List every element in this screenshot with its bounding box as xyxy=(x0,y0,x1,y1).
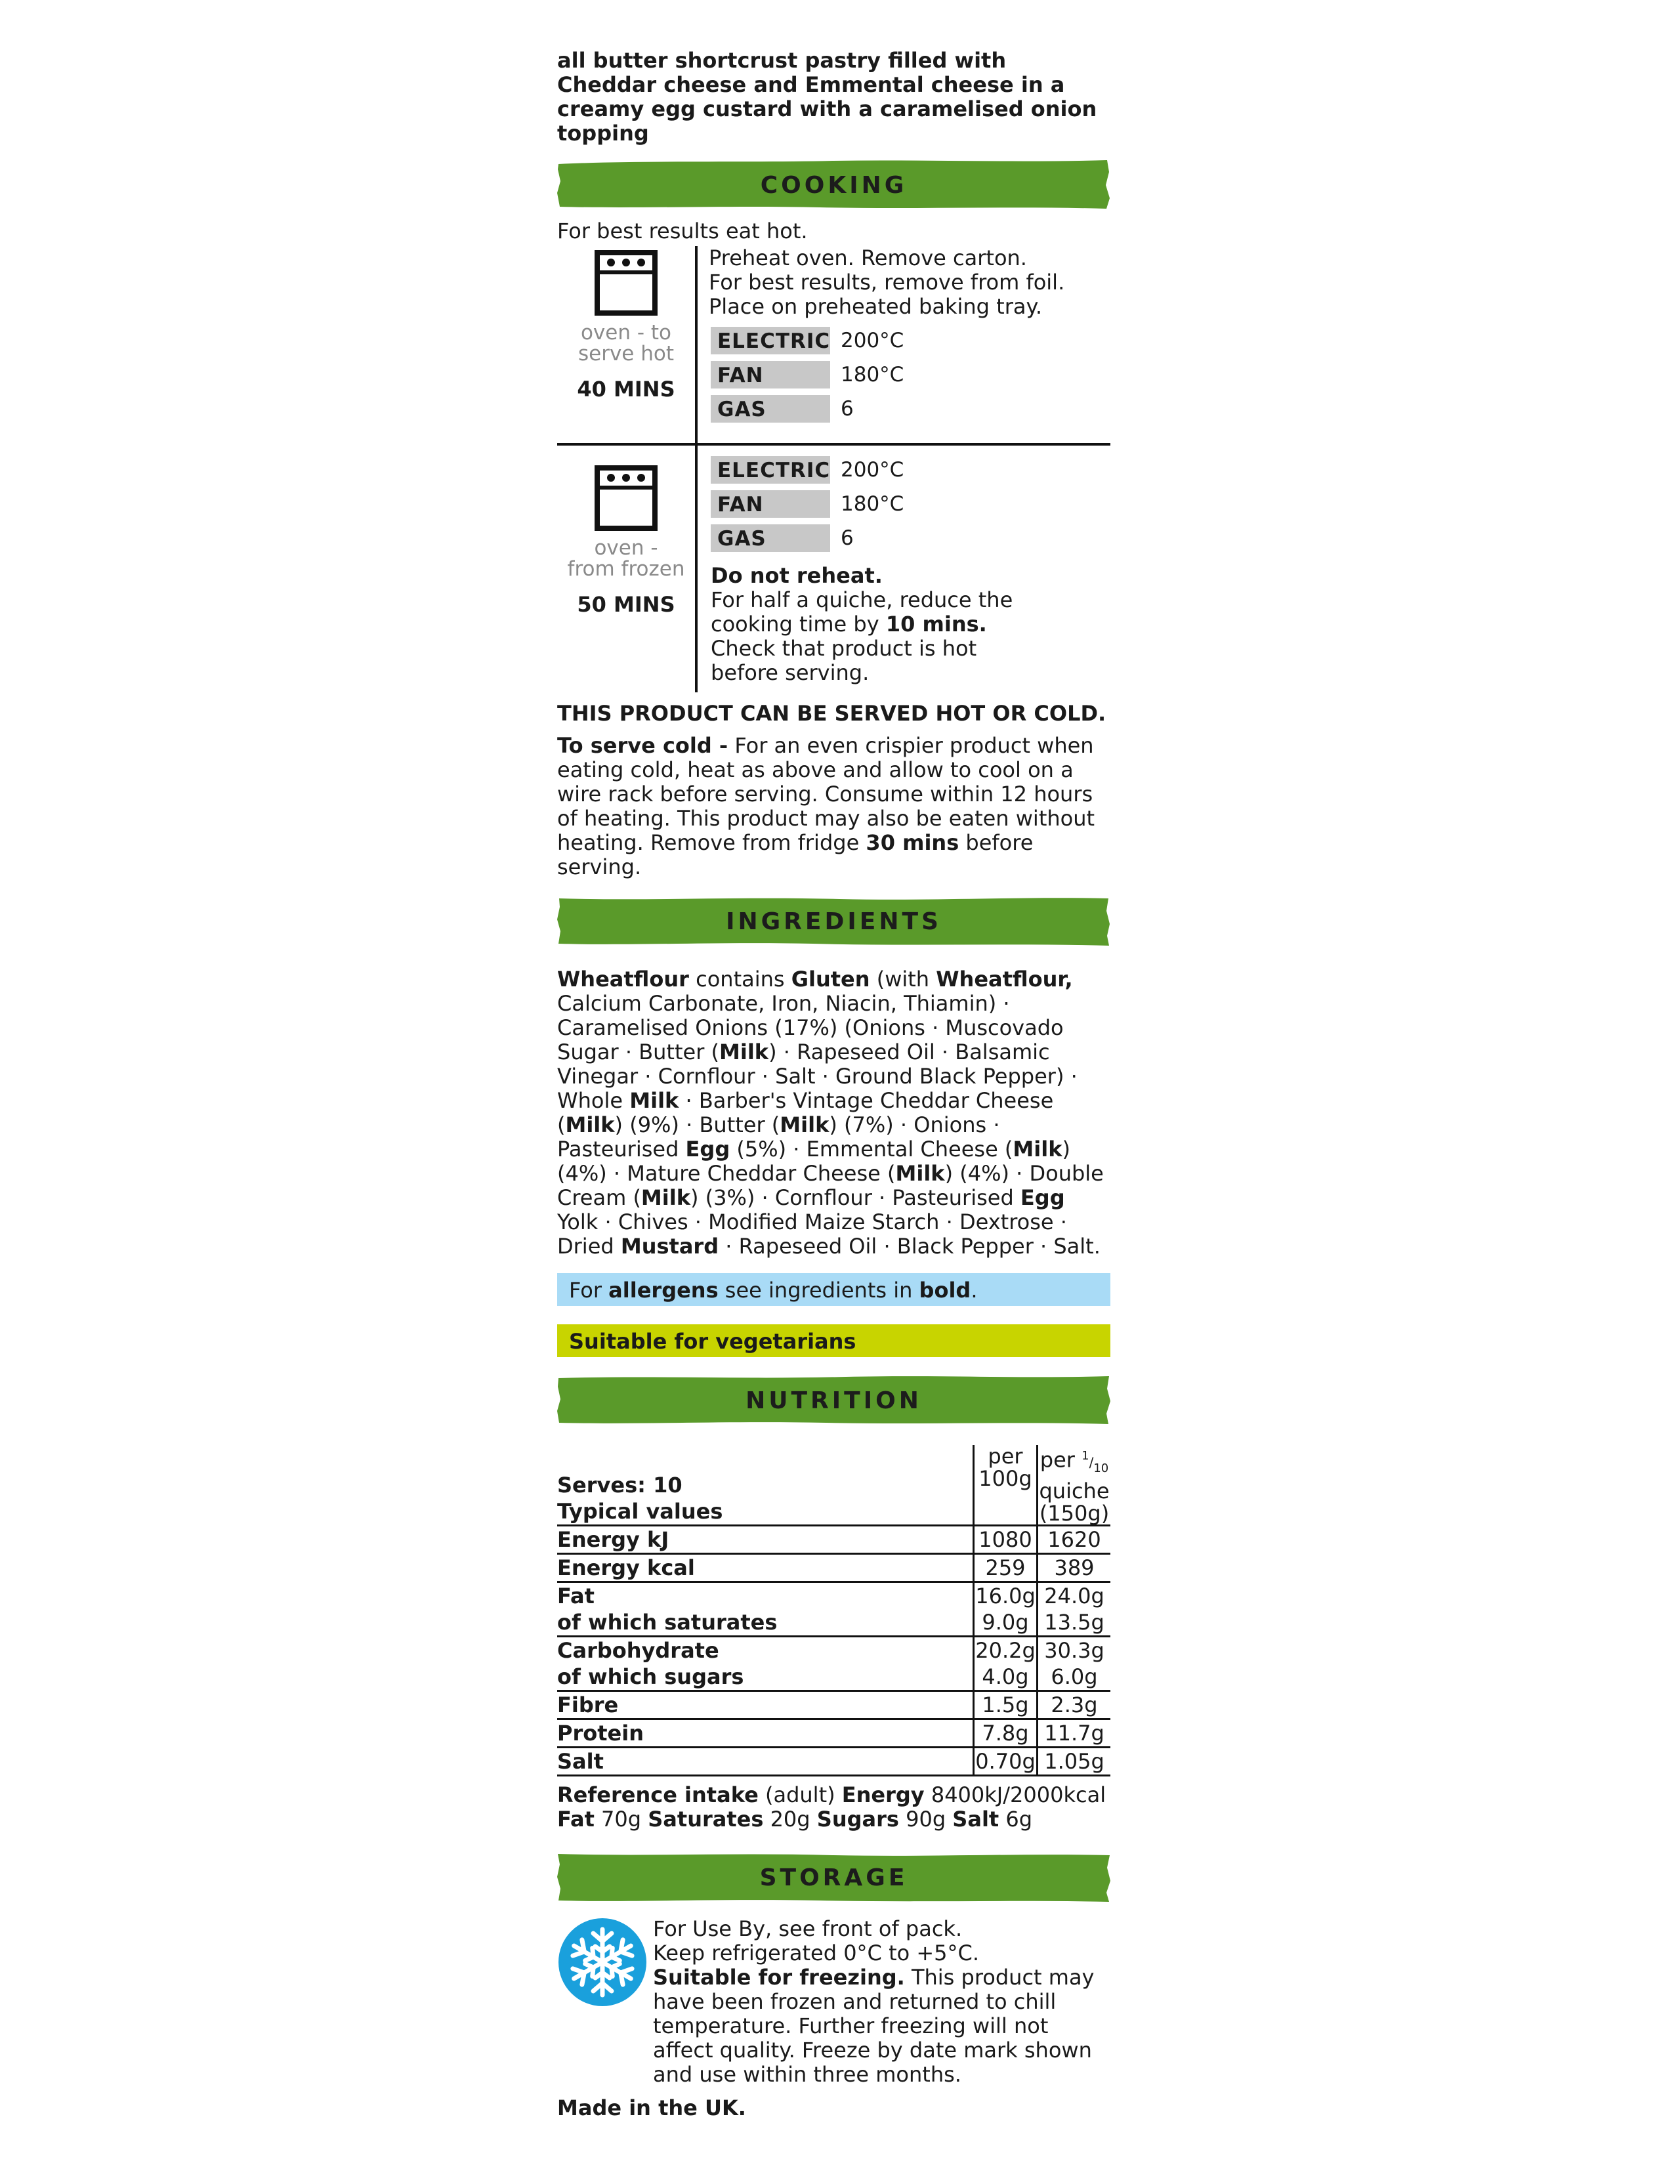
text: ) (9%) · Butter ( xyxy=(614,1112,780,1137)
method-time: 40 MINS xyxy=(577,377,675,402)
oven-icon xyxy=(595,465,658,531)
country-of-origin: Made in the UK. xyxy=(557,2095,746,2121)
per-portion-value: 11.7g xyxy=(1038,1719,1111,1748)
table-bottom-rule xyxy=(557,1774,1110,1776)
allergen-notice: For allergens see ingredients in bold. xyxy=(557,1273,1110,1306)
text: 70g xyxy=(594,1807,648,1832)
per-portion-value: 24.0g xyxy=(1038,1582,1111,1610)
text: ) · Rapeseed Oil · Balsamic Vinegar · Cornflour · Salt · Ground Black Pepper) · Whole xyxy=(557,1040,1078,1113)
per-100g-value: 20.2g xyxy=(974,1637,1038,1664)
storage-block xyxy=(557,1917,1110,2087)
per-100g-value: 9.0g xyxy=(974,1609,1038,1637)
bold-text: Gluten xyxy=(791,967,870,992)
nutrition-row xyxy=(557,1691,1110,1719)
storage-title: STORAGE xyxy=(759,1864,908,1892)
served-hot-or-cold: THIS PRODUCT CAN BE SERVED HOT OR COLD. xyxy=(557,701,1106,726)
text: contains xyxy=(688,967,791,992)
nutrient-name: of which saturates xyxy=(557,1610,778,1635)
per-portion-value: 1620 xyxy=(1038,1526,1111,1554)
method-label-line1: oven - xyxy=(594,536,658,560)
per-portion-value: 389 xyxy=(1038,1554,1111,1582)
temp-row-fan: FAN 180°C xyxy=(711,361,1110,388)
ingredients-list xyxy=(557,967,1110,1259)
bold-text: Egg xyxy=(1020,1185,1065,1210)
bold-text: Mustard xyxy=(620,1234,719,1259)
nutrition-row xyxy=(557,1664,1110,1691)
use-by-note: For Use By, see front of pack. xyxy=(653,1916,963,1942)
nutrient-name: Salt xyxy=(557,1748,974,1775)
method-label-line2: serve hot xyxy=(578,342,674,366)
storage-banner xyxy=(557,1851,1110,1902)
bold-text: Sugars xyxy=(816,1807,899,1832)
text: · Barber's Vintage Cheddar Cheese ( xyxy=(557,1088,1054,1137)
nutrient-name: Fibre xyxy=(557,1691,974,1719)
per-100g-value: 0.70g xyxy=(974,1748,1038,1775)
text: 20g xyxy=(763,1807,817,1832)
instruction-line: For best results, remove from foil. xyxy=(709,270,1065,295)
nutrient-name: Protein xyxy=(557,1719,974,1748)
per-portion-value: 13.5g xyxy=(1038,1609,1111,1637)
text: 90g xyxy=(898,1807,953,1832)
check-hot-note: before serving. xyxy=(711,660,870,685)
nutrition-row xyxy=(557,1637,1110,1664)
per-portion-value: 30.3g xyxy=(1038,1637,1111,1664)
bold-text: Wheatflour, xyxy=(936,967,1073,992)
bold-text: Milk xyxy=(780,1112,830,1137)
text: ) (4%) · Mature Cheddar Cheese ( xyxy=(557,1137,1070,1186)
bold-text: Reference intake xyxy=(557,1782,759,1808)
snowflake-icon xyxy=(557,1917,648,2007)
nutrition-title: NUTRITION xyxy=(746,1387,922,1414)
cooking-title: COOKING xyxy=(760,172,908,199)
product-label xyxy=(557,45,1110,2120)
method-instructions xyxy=(698,246,1110,443)
nutrient-name: of which sugars xyxy=(557,1664,744,1690)
cooking-method-hot xyxy=(557,246,1110,443)
snowflake-badge xyxy=(557,1917,650,2087)
half-quiche-note: For half a quiche, reduce the xyxy=(711,587,1013,612)
nutrition-banner xyxy=(557,1374,1110,1425)
bold-text: Milk xyxy=(1013,1137,1062,1162)
bold-text: Egg xyxy=(685,1137,730,1162)
method-time: 50 MINS xyxy=(577,592,675,617)
text: · Rapeseed Oil · Black Pepper · Salt. xyxy=(719,1234,1101,1259)
bold-text: Milk xyxy=(895,1161,945,1186)
method-label-block xyxy=(557,446,695,692)
vegetarian-badge: Suitable for vegetarians xyxy=(557,1324,1110,1357)
per-portion-value: 2.3g xyxy=(1038,1691,1111,1719)
ingredients-banner xyxy=(557,895,1110,946)
bold-text: Milk xyxy=(640,1185,690,1210)
per-100g-value: 1080 xyxy=(974,1526,1038,1554)
nutrition-row xyxy=(557,1719,1110,1748)
method-label-line1: oven - to xyxy=(580,321,672,345)
text: 8400kJ/2000kcal xyxy=(924,1782,1106,1808)
temp-row-fan: FAN 180°C xyxy=(711,490,1110,518)
cooking-method-frozen xyxy=(557,446,1110,692)
instruction-line: Place on preheated baking tray. xyxy=(709,294,1042,319)
per-portion-value: 1.05g xyxy=(1038,1748,1111,1775)
check-hot-note: Check that product is hot xyxy=(711,636,977,661)
refrigerate-note: Keep refrigerated 0°C to +5°C. xyxy=(653,1941,980,1966)
nutrition-row xyxy=(557,1748,1110,1775)
nutrient-name: Fat xyxy=(557,1582,974,1610)
text: Calcium Carbonate, Iron, Niacin, Thiamin) · Caramelised Onions (17%) (Onions · Muscovado Sugar · Butter ( xyxy=(557,991,1064,1064)
storage-instructions xyxy=(650,1917,1110,2087)
text: (5%) · Emmental Cheese ( xyxy=(730,1137,1013,1162)
reference-intake xyxy=(557,1783,1110,1832)
text: ) (4%) · Double Cream ( xyxy=(557,1161,1104,1210)
nutrition-row xyxy=(557,1526,1110,1554)
nutrition-table xyxy=(557,1445,1110,1774)
text: ) (7%) · Onions · Pasteurised xyxy=(557,1112,1000,1162)
temp-row-electric: ELECTRIC 200°C xyxy=(711,327,1110,354)
nutrient-name: Energy kcal xyxy=(557,1554,974,1582)
text: (adult) xyxy=(758,1782,842,1808)
instruction-line: Preheat oven. Remove carton. xyxy=(709,245,1027,270)
bold-text: Milk xyxy=(565,1112,615,1137)
per-100g-value: 7.8g xyxy=(974,1719,1038,1748)
per-100g-value: 4.0g xyxy=(974,1664,1038,1691)
nutrient-name: Energy kJ xyxy=(557,1526,974,1554)
per-100g-value: 16.0g xyxy=(974,1582,1038,1610)
cooking-intro: For best results eat hot. xyxy=(557,219,808,243)
text: ) (3%) · Cornflour · Pasteurised xyxy=(690,1185,1020,1210)
nutrition-row xyxy=(557,1582,1110,1610)
text: Yolk · Chives · Modified Maize Starch · Dextrose · Dried xyxy=(557,1209,1067,1259)
per-100g-value: 1.5g xyxy=(974,1691,1038,1719)
method-label-line2: from frozen xyxy=(567,557,685,581)
nutrition-row xyxy=(557,1609,1110,1637)
per-100g-value: 259 xyxy=(974,1554,1038,1582)
temp-row-gas: GAS 6 xyxy=(711,524,1110,552)
nutrient-name: Carbohydrate xyxy=(557,1637,974,1664)
bold-text: Fat xyxy=(557,1807,595,1832)
reheat-warning: Do not reheat. xyxy=(711,563,883,588)
bold-text: Energy xyxy=(841,1782,925,1808)
serve-cold-text: To serve cold - For an even crispier product when eating cold, heat as above and allow to cool on a wire rack before serving. Consume within 12 hours of heating. This product may also be eaten without heating. Remove from fridge 30 mins before serving. xyxy=(557,733,1095,879)
ingredients-title: INGREDIENTS xyxy=(726,908,942,935)
nutrition-row xyxy=(557,1554,1110,1582)
bold-text: Wheatflour xyxy=(557,967,689,992)
text: 6g xyxy=(999,1807,1033,1832)
nutrition-header-row: Serves: 10 Typical values per 100g per $^1/_{10}$ quiche (150g) xyxy=(557,1444,1110,1526)
bold-text: Saturates xyxy=(648,1807,764,1832)
method-instructions xyxy=(698,446,1110,692)
bold-text: Salt xyxy=(952,1807,999,1832)
oven-icon xyxy=(595,250,658,316)
cooking-banner xyxy=(557,159,1110,210)
text: (with xyxy=(870,967,936,992)
bold-text: Milk xyxy=(629,1088,679,1113)
freezing-note: Suitable for freezing. This product may have been frozen and returned to chill temperature. Further freezing will not affect quality. Freeze by date mark shown and use within three months. xyxy=(653,1965,1095,2088)
product-description: all butter shortcrust pastry filled with Cheddar cheese and Emmental cheese in a creamy egg custard with a caramelised onion topping xyxy=(557,48,1097,146)
temp-row-electric: ELECTRIC 200°C xyxy=(711,456,1110,484)
method-label-block xyxy=(557,246,695,443)
bold-text: Milk xyxy=(719,1040,769,1064)
per-portion-value: 6.0g xyxy=(1038,1664,1111,1691)
temp-row-gas: GAS 6 xyxy=(711,395,1110,423)
half-quiche-note: cooking time by 10 mins. xyxy=(711,612,987,637)
